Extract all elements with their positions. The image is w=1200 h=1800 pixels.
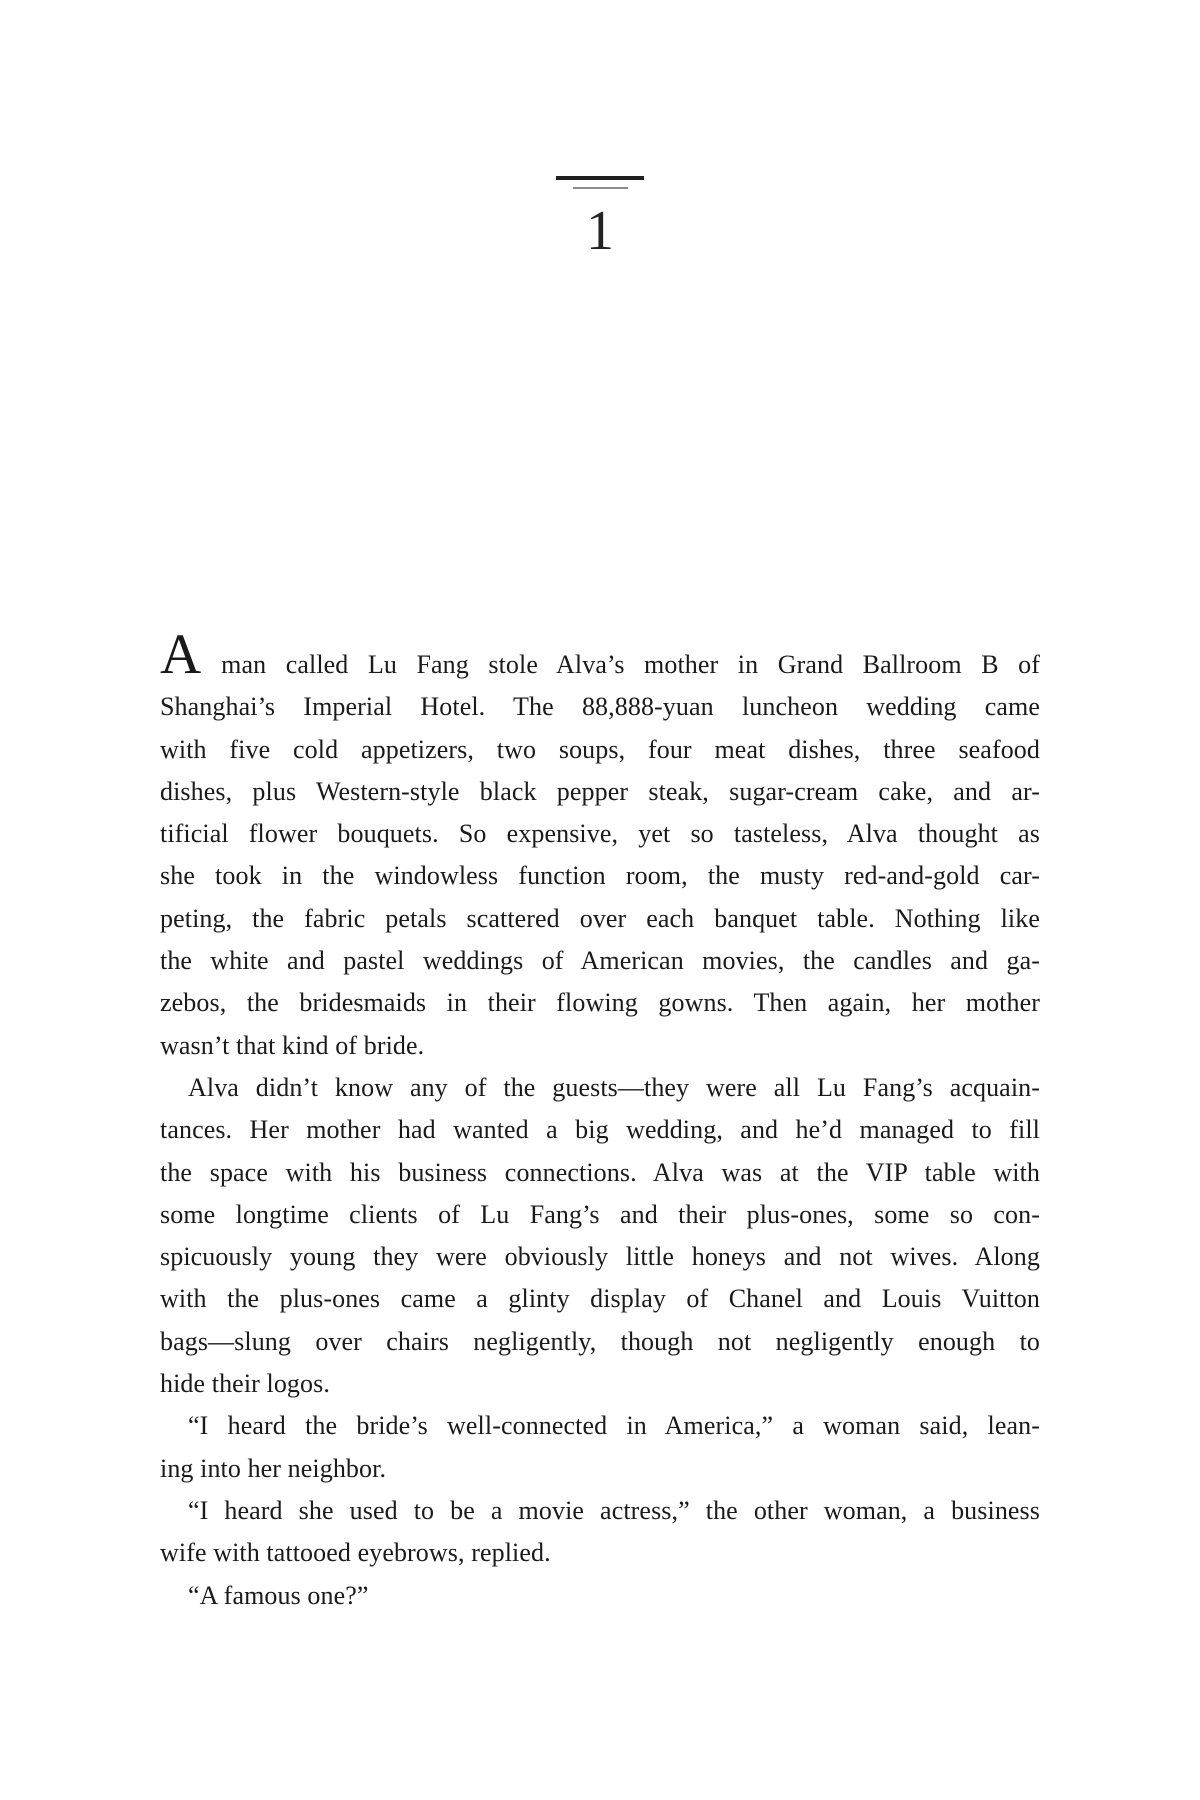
ornament-thin-rule <box>573 187 628 189</box>
text-line: zebos, the bridesmaids in their flowing gowns. Then again, her mother <box>160 988 1040 1018</box>
text-line: the white and pastel weddings of American movies, the candles and ga- <box>160 946 1040 976</box>
paragraph <box>160 1067 1040 1405</box>
chapter-initial-capital: A <box>160 623 202 686</box>
text-line: “I heard she used to be a movie actress,” the other woman, a business <box>188 1495 1040 1525</box>
text-line: Shanghai’s Imperial Hotel. The 88,888-yuan luncheon wedding came <box>160 692 1040 722</box>
text-line: dishes, plus Western-style black pepper steak, sugar-cream cake, and ar- <box>160 776 1040 806</box>
chapter-ornament <box>160 176 1040 189</box>
text-line: the space with his business connections. Alva was at the VIP table with <box>160 1157 1040 1187</box>
text-line: ing into her neighbor. <box>160 1453 387 1483</box>
paragraph <box>160 1575 1040 1617</box>
ornament-thick-rule <box>556 176 644 180</box>
chapter-number: 1 <box>586 200 614 262</box>
text-line: “A famous one?” <box>188 1580 369 1610</box>
text-line: peting, the fabric petals scattered over each banquet table. Nothing like <box>160 903 1040 933</box>
text-line: wasn’t that kind of bride. <box>160 1030 425 1060</box>
text-line: “I heard the bride’s well-connected in America,” a woman said, lean- <box>188 1411 1040 1441</box>
text-line: A man called Lu Fang stole Alva’s mother in Grand Ballroom B of <box>160 623 1040 686</box>
body-text <box>160 623 1040 1617</box>
text-line: with the plus-ones came a glinty display of Chanel and Louis Vuitton <box>160 1284 1040 1314</box>
text-line: tances. Her mother had wanted a big wedding, and he’d managed to fill <box>160 1115 1040 1145</box>
text-line: spicuously young they were obviously little honeys and not wives. Along <box>160 1242 1040 1272</box>
paragraph <box>160 623 1040 1067</box>
text-line: tificial flower bouquets. So expensive, yet so tasteless, Alva thought as <box>160 819 1040 849</box>
paragraph <box>160 1405 1040 1490</box>
text-line: Alva didn’t know any of the guests—they were all Lu Fang’s acquain- <box>188 1072 1040 1102</box>
text-line: she took in the windowless function room, the musty red-and-gold car- <box>160 861 1040 891</box>
text-line: hide their logos. <box>160 1369 330 1399</box>
text-line: wife with tattooed eyebrows, replied. <box>160 1538 551 1568</box>
text-line: with five cold appetizers, two soups, four meat dishes, three seafood <box>160 734 1040 764</box>
paragraph <box>160 1490 1040 1575</box>
text-line: some longtime clients of Lu Fang’s and their plus-ones, some so con- <box>160 1199 1040 1229</box>
text-line: bags—slung over chairs negligently, though not negligently enough to <box>160 1326 1040 1356</box>
